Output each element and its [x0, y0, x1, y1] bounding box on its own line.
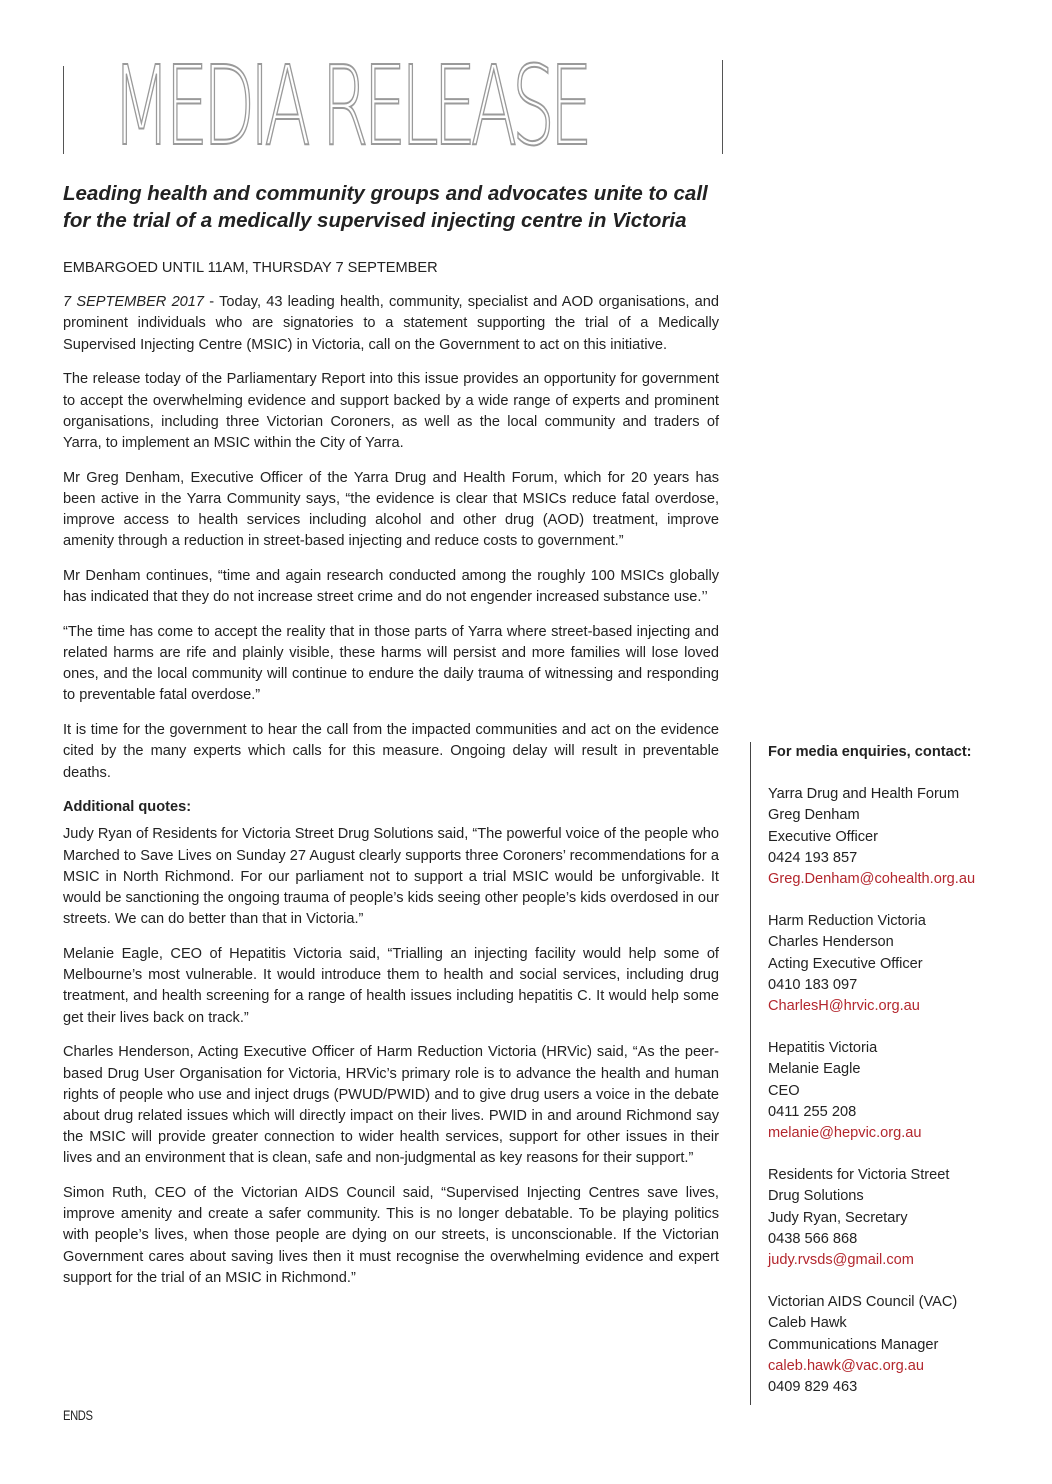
body-paragraph: The release today of the Parliamentary Report into this issue provides an opportunity for government to accept the overwhelming evidence and support backed by a wide range of experts and prominent organisations, including three Victorian Coroners, as well as the local community and traders of Yarra, to implement an MSIC within the City of Yarra. [63, 371, 719, 451]
intro-paragraph [63, 292, 719, 356]
contact-role: Acting Executive Officer [768, 955, 923, 972]
contacts-heading: For media enquiries, contact: [768, 744, 972, 760]
quote-paragraph: Simon Ruth, CEO of the Victorian AIDS Council said, “Supervised Injecting Centres save lives, improve amenity and create a safer community. This is no longer debatable. To be playing politics with people’s lives, when those people are dying on our streets, is unconscionable. If the Victorian Government cares about saving lives then it must recognise the overwhelming evidence and expert support for the trial of an MSIC in Richmond.” [63, 1185, 719, 1286]
contact-email-link[interactable]: caleb.hawk@vac.org.au [768, 1357, 924, 1374]
embargo-notice: EMBARGOED UNTIL 11AM, THURSDAY 7 SEPTEMBER [63, 260, 438, 276]
ends-marker: ENDS [63, 1407, 93, 1423]
body-paragraph: Mr Greg Denham, Executive Officer of the Yarra Drug and Health Forum, which for 20 years has been active in the Yarra Community says, “the evidence is clear that MSICs reduce fatal overdose, improve access to health services including alcohol and other drug (AOD) treatment, improve amenity through a reduction in street-based injecting and reduce costs to government.” [63, 469, 719, 550]
contact-email-link[interactable]: melanie@hepvic.org.au [768, 1125, 922, 1142]
sidebar-rule [750, 742, 751, 1405]
contact-card [768, 1038, 1028, 1144]
media-contacts [768, 742, 1028, 1419]
quote-paragraph: Charles Henderson, Acting Executive Officer of Harm Reduction Victoria (HRVic) said, “As the peer-based Drug User Organisation for Victoria, HRVic’s primary role is to advance the health and human rights of people who use and inject drugs (PWUD/PWID) and to give drug users a voice in the debate about drug related issues which will directly impact on their lives. PWID in and around Richmond say the MSIC will provide greater connection to wider health services, support for other issues in their lives and an environment that is clean, safe and non-judgmental as key reasons for their support.” [63, 1044, 719, 1167]
body-paragraph: “The time has come to accept the reality that in those parts of Yarra where street-based injecting and related harms are rife and plainly visible, these harms will persist and more families will lose loved ones, and the local community will continue to endure the daily trauma of witnessing and responding to preventable fatal overdose.” [63, 623, 719, 704]
contact-org-line-1: Residents for Victoria Street [768, 1167, 950, 1184]
release-date: 7 SEPTEMBER 2017 [63, 294, 205, 311]
contact-phone: 0438 566 868 [768, 1230, 858, 1247]
contact-name: Charles Henderson [768, 934, 894, 951]
contact-org: Hepatitis Victoria [768, 1040, 878, 1057]
contact-email-link[interactable]: CharlesH@hrvic.org.au [768, 998, 920, 1015]
contact-phone: 0424 193 857 [768, 849, 858, 866]
intro-text: - Today, 43 leading health, community, specialist and AOD organisations, and prominent individuals who are signatories to a statement supporting the trial of a Medically Supervised Injecting Centre (MSIC) in Victoria, call on the Government to act on this initiative. [63, 294, 719, 353]
contact-phone: 0411 255 208 [768, 1103, 857, 1120]
body-paragraph: Mr Denham continues, “time and again research conducted among the roughly 100 MSICs globally has indicated that they do not increase street crime and do not engender increased substance use.’’ [63, 567, 719, 606]
contact-card [768, 784, 1028, 890]
main-body [63, 258, 719, 1303]
contact-name: Judy Ryan, Secretary [768, 1209, 908, 1226]
contact-org: Harm Reduction Victoria [768, 913, 926, 930]
contact-email-link[interactable]: judy.rvsds@gmail.com [768, 1252, 914, 1269]
masthead-title: MEDIA RELEASE [112, 42, 587, 170]
body-paragraph: It is time for the government to hear the call from the impacted communities and act on the evidence cited by the many experts which calls for this measure. Ongoing delay will result in preventable deaths. [63, 722, 719, 781]
contact-org: Victorian AIDS Council (VAC) [768, 1294, 958, 1311]
contact-name: Melanie Eagle [768, 1061, 861, 1078]
additional-quotes-heading: Additional quotes: [63, 799, 192, 816]
quote-paragraph: Melanie Eagle, CEO of Hepatitis Victoria said, “Trialling an injecting facility would help some of Melbourne’s most vulnerable. It would introduce them to health and social services, including drug treatment, and health screening for a range of health issues including hepatitis C. It would help some get their lives back on track.” [63, 945, 719, 1026]
contact-phone: 0409 829 463 [768, 1379, 858, 1396]
contact-card [768, 1165, 1028, 1271]
quote-paragraph: Judy Ryan of Residents for Victoria Street Drug Solutions said, “The powerful voice of the people who Marched to Save Lives on Sunday 27 August clearly supports three Coroners’ recommendations for a MSIC in North Richmond. For our parliament not to support a trial MSIC would be unforgivable. It would be sanctioning the ongoing trauma of people’s kids seeing other people’s kids overdosed in our streets. We can do better than that in Victoria.” [63, 826, 719, 928]
contact-card [768, 911, 1028, 1017]
contact-org-line-2: Drug Solutions [768, 1188, 864, 1205]
contact-card [768, 1292, 1028, 1398]
contact-role: CEO [768, 1082, 800, 1099]
contact-email-link[interactable]: Greg.Denham@cohealth.org.au [768, 871, 976, 888]
contact-org: Yarra Drug and Health Forum [768, 786, 960, 803]
contact-role: Executive Officer [768, 828, 879, 845]
masthead-left-rule [63, 66, 64, 154]
headline: Leading health and community groups and advocates unite to call for the trial of a medically supervised injecting centre in Victoria [63, 182, 708, 232]
contact-phone: 0410 183 097 [768, 976, 858, 993]
contact-role: Communications Manager [768, 1336, 939, 1353]
masthead-right-rule [722, 60, 723, 154]
contact-name: Caleb Hawk [768, 1315, 847, 1332]
contact-name: Greg Denham [768, 807, 860, 824]
